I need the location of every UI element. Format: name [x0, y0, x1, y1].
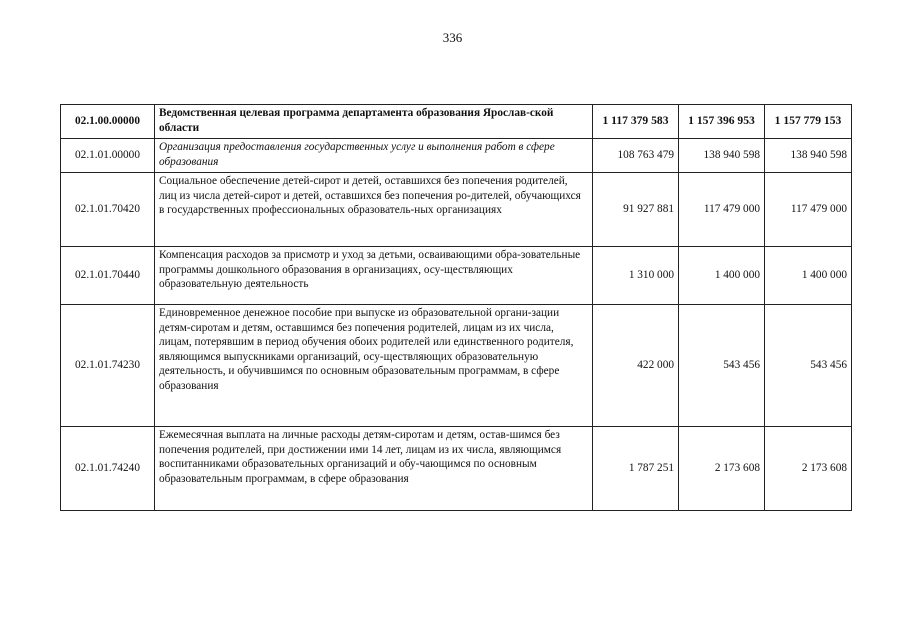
budget-table	[60, 104, 852, 511]
row-name: Социальное обеспечение детей-сирот и детей, оставшихся без попечения родителей, лиц из числа детей-сирот и детей, оставшихся без попечения ро-дителей, обучающихся в государственных профессиональных образователь-ных организациях	[155, 173, 593, 247]
row-value-2: 1 157 396 953	[679, 105, 765, 139]
row-value-2: 1 400 000	[679, 247, 765, 305]
row-value-3: 543 456	[765, 305, 852, 427]
table-row	[61, 305, 852, 427]
row-value-1: 1 117 379 583	[593, 105, 679, 139]
row-name: Компенсация расходов за присмотр и уход за детьми, осваивающими обра-зовательные программы дошкольного образования в организациях, осу-ществляющих образовательную деятельность	[155, 247, 593, 305]
row-name: Ежемесячная выплата на личные расходы детям-сиротам и детям, остав-шимся без попечения родителей, при достижении ими 14 лет, лицам из их числа, являющимся воспитанниками образовательных организаций и обу-чающимся по основным образовательным программам, в сфере образования	[155, 427, 593, 511]
row-name: Организация предоставления государственных услуг и выполнения работ в сфере образования	[155, 139, 593, 173]
row-value-1: 108 763 479	[593, 139, 679, 173]
row-code: 02.1.01.74230	[61, 305, 155, 427]
table-row	[61, 139, 852, 173]
row-value-1: 1 310 000	[593, 247, 679, 305]
row-value-2: 543 456	[679, 305, 765, 427]
row-code: 02.1.01.74240	[61, 427, 155, 511]
row-value-3: 2 173 608	[765, 427, 852, 511]
row-value-3: 138 940 598	[765, 139, 852, 173]
table-row-program	[61, 105, 852, 139]
row-value-2: 117 479 000	[679, 173, 765, 247]
row-value-2: 138 940 598	[679, 139, 765, 173]
row-value-3: 1 157 779 153	[765, 105, 852, 139]
table-row	[61, 173, 852, 247]
table-row	[61, 427, 852, 511]
row-code: 02.1.01.70440	[61, 247, 155, 305]
page-number: 336	[442, 30, 463, 45]
row-value-1: 91 927 881	[593, 173, 679, 247]
row-value-3: 1 400 000	[765, 247, 852, 305]
row-code: 02.1.01.00000	[61, 139, 155, 173]
table-row	[61, 247, 852, 305]
row-value-1: 1 787 251	[593, 427, 679, 511]
row-value-3: 117 479 000	[765, 173, 852, 247]
row-value-2: 2 173 608	[679, 427, 765, 511]
row-name: Единовременное денежное пособие при выпуске из образовательной органи-зации детям-сиротам и детям, оставшимся без попечения родителей, лицам из их числа, лицам, потерявшим в период обучения обоих родителей или единственного родителя, являющимся выпускниками организаций, осу-ществляющих образовательную деятельность, и обучившимся по основным образовательным программам, в сфере образования	[155, 305, 593, 427]
row-name: Ведомственная целевая программа департамента образования Ярослав-ской области	[155, 105, 593, 139]
row-value-1: 422 000	[593, 305, 679, 427]
row-code: 02.1.01.70420	[61, 173, 155, 247]
row-code: 02.1.00.00000	[61, 105, 155, 139]
